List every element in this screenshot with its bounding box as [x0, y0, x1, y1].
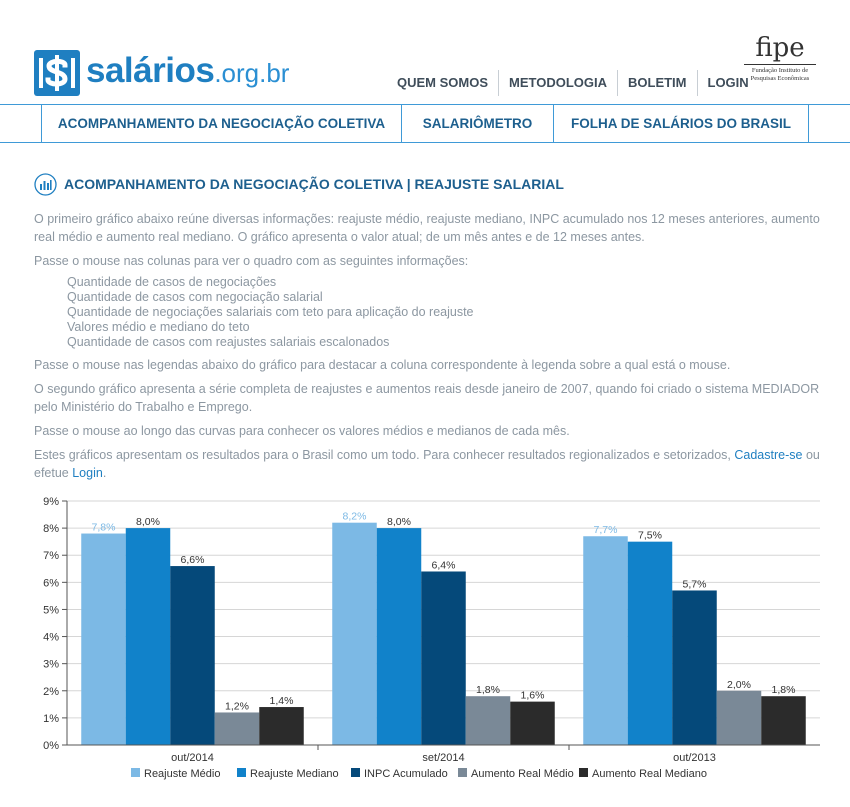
legend-swatch[interactable]: [458, 768, 467, 777]
data-label: 1,8%: [771, 684, 796, 697]
x-tick-label: out/2014: [171, 752, 214, 764]
legend-label[interactable]: INPC Acumulado: [364, 768, 448, 780]
legend-label[interactable]: Reajuste Médio: [144, 768, 221, 780]
data-label: 1,6%: [520, 689, 545, 702]
data-label: 1,8%: [476, 684, 500, 697]
brand-suffix: .org.br: [214, 58, 290, 88]
data-label: 1,2%: [225, 700, 249, 713]
data-label: 5,7%: [682, 578, 707, 591]
data-label: 8,0%: [136, 516, 160, 529]
data-label: 2,0%: [727, 678, 751, 691]
chart-bar[interactable]: [377, 528, 422, 745]
chart-bar[interactable]: [628, 542, 673, 745]
chart-bar[interactable]: [672, 590, 717, 745]
data-label: 8,2%: [342, 510, 367, 523]
legend-label[interactable]: Reajuste Mediano: [250, 768, 339, 780]
y-tick-label: 5%: [43, 604, 59, 617]
site-header: [0, 0, 850, 104]
y-tick-label: 9%: [43, 496, 59, 508]
list-item: Quantidade de casos com negociação salarial: [67, 290, 323, 304]
fipe-logo[interactable]: [744, 34, 816, 94]
menu-folha-de-salarios[interactable]: FOLHA DE SALÁRIOS DO BRASIL: [553, 105, 808, 142]
register-link[interactable]: Cadastre-se: [734, 448, 803, 462]
data-label: 1,4%: [269, 695, 294, 708]
y-tick-label: 4%: [43, 631, 59, 644]
register-text-end: .: [102, 466, 107, 480]
list-item: Quantidade de casos de negociações: [67, 275, 277, 289]
y-tick-label: 2%: [43, 685, 59, 698]
list-item: Quantidade de negociações salariais com teto para aplicação do reajuste: [67, 305, 474, 319]
list-item: Valores médio e mediano do teto: [67, 320, 250, 334]
chart-bar[interactable]: [170, 566, 215, 745]
fipe-wordmark: fipe: [744, 34, 816, 65]
nav-boletim[interactable]: BOLETIM: [617, 70, 697, 96]
paragraph-intro: O primeiro gráfico abaixo reúne diversas informações: reajuste médio, reajuste mediano, INPC acumulado nos 12 meses anteriores, aumento real médio e aumento real mediano. O gráfico apresenta o valor atual; de um mês antes e de 12 meses antes.: [34, 212, 820, 244]
y-tick-label: 7%: [43, 550, 59, 563]
data-label: 7,8%: [91, 521, 116, 534]
chart-bar[interactable]: [126, 528, 171, 745]
x-tick-label: out/2013: [673, 752, 716, 764]
chart-bar[interactable]: [421, 571, 466, 745]
data-label: 6,6%: [180, 554, 205, 567]
chart-bar[interactable]: [761, 696, 806, 745]
main-nav: [0, 104, 850, 143]
nav-login[interactable]: LOGIN: [697, 70, 759, 96]
data-label: 7,5%: [638, 529, 662, 542]
chart-bar[interactable]: [259, 707, 304, 745]
fipe-subtitle-2: Pesquisas Econômicas: [750, 75, 810, 82]
info-list: [67, 275, 820, 350]
menu-acompanhamento[interactable]: ACOMPANHAMENTO DA NEGOCIAÇÃO COLETIVA: [41, 105, 401, 142]
paragraph-hover-columns: Passe o mouse nas colunas para ver o quadro com as seguintes informações:: [34, 254, 469, 268]
login-link[interactable]: Login: [72, 466, 103, 480]
salary-adjustment-chart: [0, 488, 850, 788]
fipe-subtitle-1: Fundação Instituto de: [751, 67, 809, 74]
chart-legend: [131, 768, 707, 780]
data-label: 6,4%: [431, 559, 456, 572]
chart-bar[interactable]: [583, 536, 628, 745]
nav-metodologia[interactable]: METODOLOGIA: [498, 70, 617, 96]
top-nav: [387, 69, 759, 97]
data-label: 8,0%: [387, 516, 411, 529]
chart-bar[interactable]: [510, 702, 555, 745]
x-tick-label: set/2014: [422, 752, 465, 764]
legend-swatch[interactable]: [131, 768, 140, 777]
legend-swatch[interactable]: [579, 768, 588, 777]
chart-bar[interactable]: [717, 691, 762, 745]
register-text-mid: ou efetue: [34, 448, 820, 480]
menu-salariometro[interactable]: SALARIÔMETRO: [401, 105, 553, 142]
salarios-logo-icon: [34, 50, 80, 96]
data-label: 7,7%: [593, 524, 618, 537]
nav-quem-somos[interactable]: QUEM SOMOS: [397, 75, 489, 90]
section-header: [34, 172, 564, 196]
y-tick-label: 0%: [43, 740, 59, 752]
paragraph-hover-legend: Passe o mouse nas legendas abaixo do gráfico para destacar a coluna correspondente à legenda sobre a qual está o mouse.: [34, 358, 731, 372]
bar-chart-icon: [34, 173, 57, 196]
register-text: Estes gráficos apresentam os resultados para o Brasil como um todo. Para conhecer resultados regionalizados e setorizados,: [34, 448, 735, 462]
legend-label[interactable]: Aumento Real Mediano: [592, 768, 707, 780]
description: [34, 210, 820, 488]
y-tick-label: 1%: [43, 712, 59, 725]
menu-divider: [808, 105, 809, 142]
chart-bar[interactable]: [81, 534, 126, 745]
y-tick-label: 8%: [43, 523, 59, 536]
brand-name: salários: [86, 51, 215, 90]
page-title: ACOMPANHAMENTO DA NEGOCIAÇÃO COLETIVA | REAJUSTE SALARIAL: [64, 176, 564, 192]
legend-swatch[interactable]: [237, 768, 246, 777]
legend-swatch[interactable]: [351, 768, 360, 777]
chart-bar[interactable]: [332, 523, 377, 745]
chart-bar[interactable]: [215, 712, 260, 745]
legend-label[interactable]: Aumento Real Médio: [471, 768, 574, 780]
list-item: Quantidade de casos com reajustes salariais escalonados: [67, 335, 390, 349]
chart-bars: [81, 511, 806, 745]
paragraph-hover-curves: Passe o mouse ao longo das curvas para conhecer os valores médios e medianos de cada mês.: [34, 424, 570, 438]
y-tick-label: 6%: [43, 577, 59, 590]
y-tick-label: 3%: [43, 658, 59, 671]
paragraph-series: O segundo gráfico apresenta a série completa de reajustes e aumentos reais desde janeiro de 2007, quando foi criado o sistema MEDIADOR pelo Ministério do Trabalho e Emprego.: [34, 382, 820, 414]
logo-text: [86, 51, 289, 91]
chart-bar[interactable]: [466, 696, 511, 745]
paragraph-register: [34, 446, 820, 482]
